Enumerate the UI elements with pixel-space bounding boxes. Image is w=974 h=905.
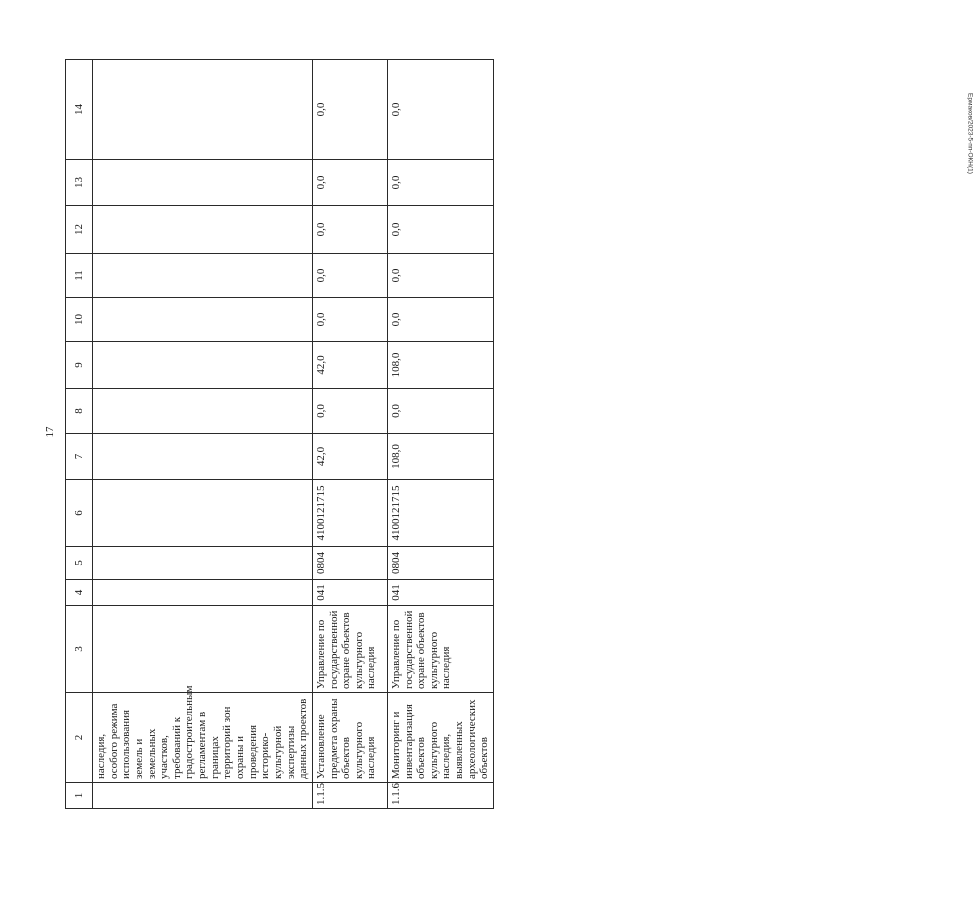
table-cell xyxy=(93,480,313,547)
table-cell xyxy=(93,606,313,693)
header-cell: 10 xyxy=(66,298,93,342)
page-number: 17 xyxy=(44,426,56,438)
header-cell: 4 xyxy=(66,580,93,606)
table-cell xyxy=(93,580,313,606)
header-row xyxy=(66,60,93,809)
table-cell xyxy=(93,783,313,809)
table-cell xyxy=(93,547,313,580)
table-cell: 0,0 xyxy=(312,298,387,342)
table-cell xyxy=(93,389,313,434)
table-cell xyxy=(93,434,313,480)
table-cell: 0,0 xyxy=(387,298,493,342)
table-cell: Управление по государственной охране объектов культурного наследия xyxy=(312,606,387,693)
table-cell: 108,0 xyxy=(387,342,493,389)
table-cell: 0,0 xyxy=(387,254,493,298)
table-cell: 1.1.5 xyxy=(312,783,387,809)
header-cell: 1 xyxy=(66,783,93,809)
table-cell: 4100121715 xyxy=(387,480,493,547)
header-cell: 14 xyxy=(66,60,93,160)
table-cell: 0,0 xyxy=(387,389,493,434)
table-cell xyxy=(93,298,313,342)
table-cell: 108,0 xyxy=(387,434,493,480)
table-cell: 0,0 xyxy=(312,389,387,434)
table-cell xyxy=(93,342,313,389)
table-cell: 42,0 xyxy=(312,342,387,389)
table-cell: 0,0 xyxy=(312,60,387,160)
table-row xyxy=(93,60,313,809)
table-cell: 0,0 xyxy=(312,254,387,298)
header-cell: 12 xyxy=(66,206,93,254)
table-cell xyxy=(93,60,313,160)
table-cell: 42,0 xyxy=(312,434,387,480)
table-cell: Установление предмета охраны объектов культурного наследия xyxy=(312,693,387,783)
header-cell: 2 xyxy=(66,693,93,783)
table-cell: 0,0 xyxy=(387,60,493,160)
table-cell: 0,0 xyxy=(387,206,493,254)
table-cell: Мониторинг и инвентаризация объектов культурного наследия, выявленных археологических объектов xyxy=(387,693,493,783)
document-code: Ермаков/2023-5-пп-ОКН(1) xyxy=(966,93,974,174)
table-cell xyxy=(93,206,313,254)
rotated-table-container xyxy=(65,60,538,809)
table-cell: 041 xyxy=(312,580,387,606)
header-cell: 7 xyxy=(66,434,93,480)
table-row xyxy=(387,60,493,809)
table-cell: 0804 xyxy=(312,547,387,580)
table-cell: 1.1.6 xyxy=(387,783,493,809)
table-row xyxy=(312,60,387,809)
header-cell: 13 xyxy=(66,160,93,206)
table-cell: 0,0 xyxy=(387,160,493,206)
budget-table xyxy=(65,59,494,809)
header-cell: 3 xyxy=(66,606,93,693)
header-cell: 6 xyxy=(66,480,93,547)
header-cell: 11 xyxy=(66,254,93,298)
header-cell: 8 xyxy=(66,389,93,434)
table-cell: 0,0 xyxy=(312,160,387,206)
header-cell: 9 xyxy=(66,342,93,389)
table-cell: 041 xyxy=(387,580,493,606)
table-cell: Управление по государственной охране объектов культурного наследия xyxy=(387,606,493,693)
table-cell xyxy=(93,160,313,206)
table-cell: наследия, особого режима использования земель и земельных участков, требований к градостроительным регламентам в границах территорий зон охраны и проведения историко-культурной экспертизы данных проектов xyxy=(93,693,313,783)
table-cell: 0804 xyxy=(387,547,493,580)
table-cell: 4100121715 xyxy=(312,480,387,547)
table-cell: 0,0 xyxy=(312,206,387,254)
table-cell xyxy=(93,254,313,298)
header-cell: 5 xyxy=(66,547,93,580)
